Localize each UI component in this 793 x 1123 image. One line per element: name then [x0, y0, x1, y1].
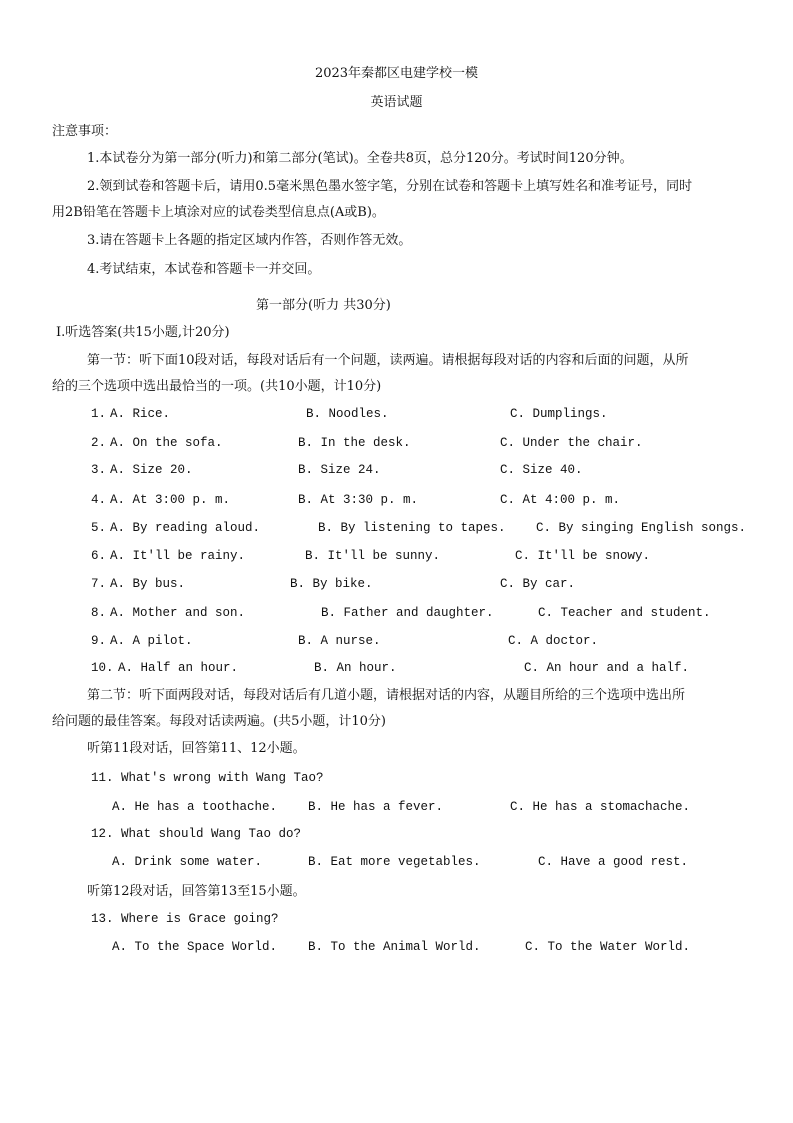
option-c: C. Size 40.: [500, 463, 583, 477]
option-b: B. Size 24.: [298, 463, 381, 477]
question-number: 4.: [91, 493, 107, 507]
option-b: B. To the Animal World.: [308, 940, 481, 954]
question-number: 2.: [91, 436, 107, 450]
option-a: A. At 3:00 p. m.: [110, 493, 231, 507]
option-b: B. It'll be sunny.: [305, 549, 441, 563]
section-heading: Ⅰ.听选答案(共15小题,计20分): [56, 325, 230, 340]
option-b: B. Father and daughter.: [321, 606, 494, 620]
section1-instructions-line-2: 给的三个选项中选出最恰当的一项。(共10小题，计10分): [52, 379, 382, 394]
option-c: C. To the Water World.: [525, 940, 691, 954]
option-b: B. In the desk.: [298, 436, 411, 450]
option-c: C. It'll be snowy.: [515, 549, 651, 563]
question-number: 7.: [91, 577, 107, 591]
question-number: 8.: [91, 606, 107, 620]
question-number: 1.: [91, 407, 107, 421]
dialog-12-instruction: 听第12段对话，回答第13至15小题。: [87, 884, 306, 899]
option-b: B. Noodles.: [306, 407, 389, 421]
option-c: C. Teacher and student.: [538, 606, 711, 620]
question-number: 9.: [91, 634, 107, 648]
option-a: A. Mother and son.: [110, 606, 246, 620]
option-a: A. Half an hour.: [118, 661, 239, 675]
option-c: C. He has a stomachache.: [510, 800, 691, 814]
section1-instructions-line-1: 第一节：听下面10段对话，每段对话后有一个问题，读两遍。请根据每段对话的内容和后面的问题，从所: [87, 353, 689, 368]
notice-item-2-line-2: 用2B铅笔在答题卡上填涂对应的试卷类型信息点(A或B)。: [52, 205, 385, 220]
option-c: C. An hour and a half.: [524, 661, 690, 675]
option-c: C. Dumplings.: [510, 407, 608, 421]
option-c: C. Have a good rest.: [538, 855, 689, 869]
option-c: C. Under the chair.: [500, 436, 643, 450]
option-a: A. He has a toothache.: [112, 800, 278, 814]
option-b: B. Eat more vegetables.: [308, 855, 481, 869]
option-a: A. Drink some water.: [112, 855, 263, 869]
notice-item-1: 1.本试卷分为第一部分(听力)和第二部分(笔试)。全卷共8页，总分120分。考试时间120分钟。: [87, 151, 633, 166]
section2-instructions-line-2: 给问题的最佳答案。每段对话读两遍。(共5小题，计10分): [52, 714, 386, 729]
option-b: B. By bike.: [290, 577, 373, 591]
exam-subtitle: 英语试题: [370, 95, 423, 110]
option-a: A. A pilot.: [110, 634, 193, 648]
dialog-11-instruction: 听第11段对话，回答第11、12小题。: [87, 741, 306, 756]
notice-heading: 注意事项：: [52, 124, 118, 139]
option-b: B. An hour.: [314, 661, 397, 675]
question-11-stem: 11. What's wrong with Wang Tao?: [91, 771, 324, 785]
option-b: B. At 3:30 p. m.: [298, 493, 419, 507]
option-a: A. Size 20.: [110, 463, 193, 477]
section2-instructions-line-1: 第二节：听下面两段对话，每段对话后有几道小题，请根据对话的内容，从题目所给的三个选项中选出所: [87, 688, 686, 703]
option-c: C. At 4:00 p. m.: [500, 493, 621, 507]
option-b: B. A nurse.: [298, 634, 381, 648]
option-c: C. By car.: [500, 577, 576, 591]
exam-title: 2023年秦都区电建学校一模: [314, 66, 479, 81]
option-c: C. A doctor.: [508, 634, 599, 648]
option-b: B. By listening to tapes.: [318, 521, 506, 535]
option-a: A. By reading aloud.: [110, 521, 261, 535]
part1-title: 第一部分(听力 共30分): [256, 298, 391, 313]
question-number: 5.: [91, 521, 107, 535]
question-number: 10.: [91, 661, 114, 675]
notice-item-2-line-1: 2.领到试卷和答题卡后，请用0.5毫米黑色墨水签字笔，分别在试卷和答题卡上填写姓名和准考证号，同时: [87, 179, 693, 194]
option-a: A. To the Space World.: [112, 940, 278, 954]
option-a: A. On the sofa.: [110, 436, 223, 450]
option-a: A. Rice.: [110, 407, 171, 421]
notice-item-4: 4.考试结束，本试卷和答题卡一并交回。: [87, 262, 321, 277]
question-number: 6.: [91, 549, 107, 563]
question-12-stem: 12. What should Wang Tao do?: [91, 827, 302, 841]
option-c: C. By singing English songs.: [536, 521, 747, 535]
question-13-stem: 13. Where is Grace going?: [91, 912, 279, 926]
option-a: A. It'll be rainy.: [110, 549, 246, 563]
notice-item-3: 3.请在答题卡上各题的指定区域内作答，否则作答无效。: [87, 233, 412, 248]
option-a: A. By bus.: [110, 577, 186, 591]
option-b: B. He has a fever.: [308, 800, 444, 814]
question-number: 3.: [91, 463, 107, 477]
